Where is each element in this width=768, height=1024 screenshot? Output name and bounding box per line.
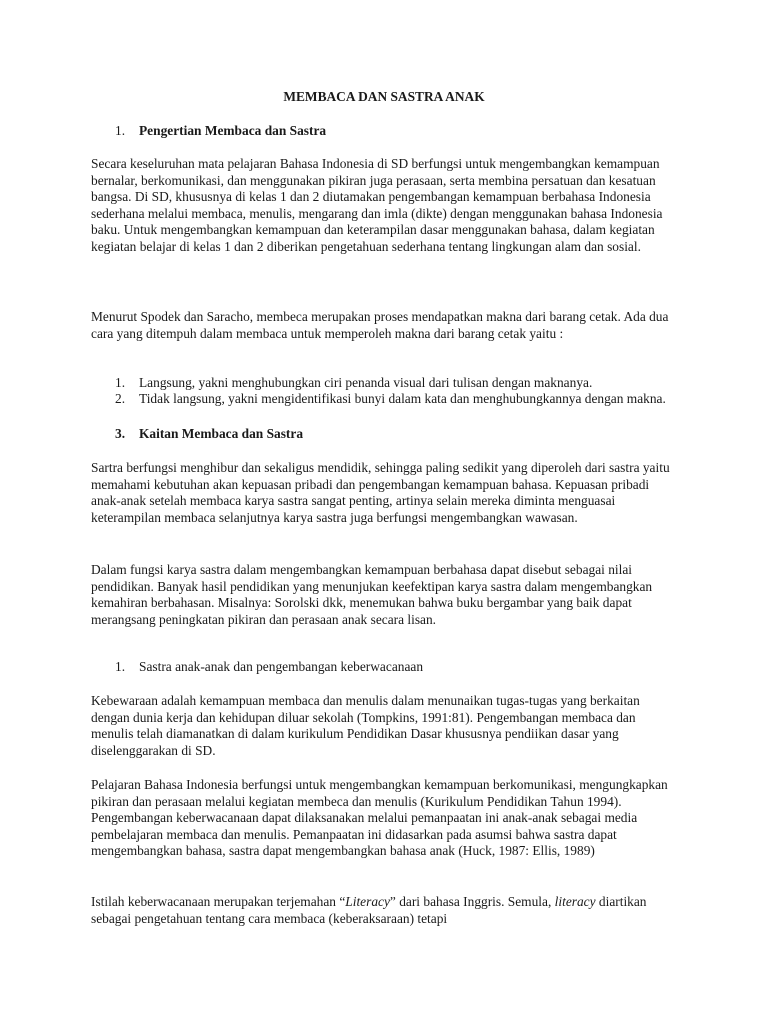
list-item: [115, 375, 685, 392]
list-text: Langsung, yakni menghubungkan ciri penanda visual dari tulisan dengan maknanya.: [139, 375, 593, 390]
section-label: Kaitan Membaca dan Sastra: [139, 426, 304, 441]
section-label: Pengertian Membaca dan Sastra: [139, 123, 327, 138]
list-item: [115, 391, 685, 408]
paragraph-1: Secara keseluruhan mata pelajaran Bahasa Indonesia di SD berfungsi untuk mengembangkan kemampuan bernalar, berkomunikasi, dan menggunakan pikiran juga perasaan, serta membina persatuan dan kesatuan bangsa. Di SD, khususnya di kelas 1 dan 2 diutamakan pengembangan kemampuan berbahasa Indonesia sederhana melalui membaca, menulis, mengarang dan imla (dikte) dengan menggunakan bahasa Indonesia baku. Untuk mengembangkan kemampuan dan keterampilan dasar menggunakan bahasa, dalam kegiatan kegiatan belajar di kelas 1 dan 2 diberikan pengetahuan sederhana tentang lingkungan alam dan sosial.: [91, 156, 663, 254]
list-text: Tidak langsung, yakni mengidentifikasi bunyi dalam kata dan menghubungkannya dengan makna.: [139, 391, 666, 406]
subsection-number: 1.: [115, 659, 126, 674]
section-number: 3.: [115, 426, 126, 441]
paragraph-3: Sartra berfungsi menghibur dan sekaligus mendidik, sehingga paling sedikit yang diperoleh dari sastra yaitu memahami kebutuhan akan kepuasan pribadi dan pengembangan kemampuan bahasa. Kepuasan pribadi anak-anak setelah membaca karya sastra sangat penting, artinya selain mereka diminta menguasai keterampilan membaca selanjutnya karya sastra juga berfungsi mengembangkan wawasan.: [91, 460, 670, 525]
list-number: 1.: [115, 375, 126, 390]
subsection-label: Sastra anak-anak dan pengembangan keberwacanaan: [139, 659, 424, 674]
paragraph-7: [91, 894, 681, 927]
paragraph-7-text: diartikan sebagai pengetahuan tentang cara membaca (keberaksaraan) tetapi: [91, 894, 647, 926]
paragraph-4: Dalam fungsi karya sastra dalam mengembangkan kemampuan berbahasa dapat disebut sebagai nilai pendidikan. Banyak hasil pendidikan yang menunjukan keefektipan karya sastra dalam mengembangkan kemahiran berbahasan. Misalnya: Sorolski dkk, menemukan bahwa buku bergambar yang baik dapat merangsang peningkatan pikiran dan perasaan anak secara lisan.: [91, 562, 653, 627]
paragraph-2: Menurut Spodek dan Saracho, membeca merupakan proses mendapatkan makna dari barang cetak. Ada dua cara yang ditempuh dalam membaca untuk memperoleh makna dari barang cetak yaitu :: [91, 309, 669, 341]
section-number: 1.: [115, 123, 126, 138]
paragraph-7-italic-term: Literacy: [345, 894, 390, 909]
list-number: 2.: [115, 391, 126, 406]
paragraph-7-text: Istilah keberwacanaan merupakan terjemahan “: [91, 894, 346, 909]
paragraph-7-italic-term: literacy: [554, 894, 596, 909]
paragraph-5: Kebewaraan adalah kemampuan membaca dan menulis dalam menunaikan tugas-tugas yang berkaitan dengan dunia kerja dan kehidupan diluar sekolah (Tompkins, 1991:81). Pengembangan membaca dan menulis telah diamanatkan di dalam kurikulum Pendidikan Dasar khususnya pendiikan dasar yang diselenggarakan di SD.: [91, 693, 640, 758]
subsection-heading: [115, 659, 685, 676]
document-title: MEMBACA DAN SASTRA ANAK: [283, 89, 485, 104]
paragraph-6: Pelajaran Bahasa Indonesia berfungsi untuk mengembangkan kemampuan berkomunikasi, mengungkapkan pikiran dan perasaan melalui kegiatan membeca dan menulis (Kurikulum Pendidikan Tahun 1994). Pengembangan keberwacanaan dapat dilaksanakan melalui pemanpaatan ini anak-anak sebagai media pembelajaran membaca dan menulis. Pemanpaatan ini didasarkan pada asumsi bahwa sastra dapat mengembangkan bahasa, sastra dapat mengembangkan bahasa anak (Huck, 1987: Ellis, 1989): [91, 777, 668, 859]
paragraph-7-text: ” dari bahasa Inggris. Semula,: [389, 894, 555, 909]
